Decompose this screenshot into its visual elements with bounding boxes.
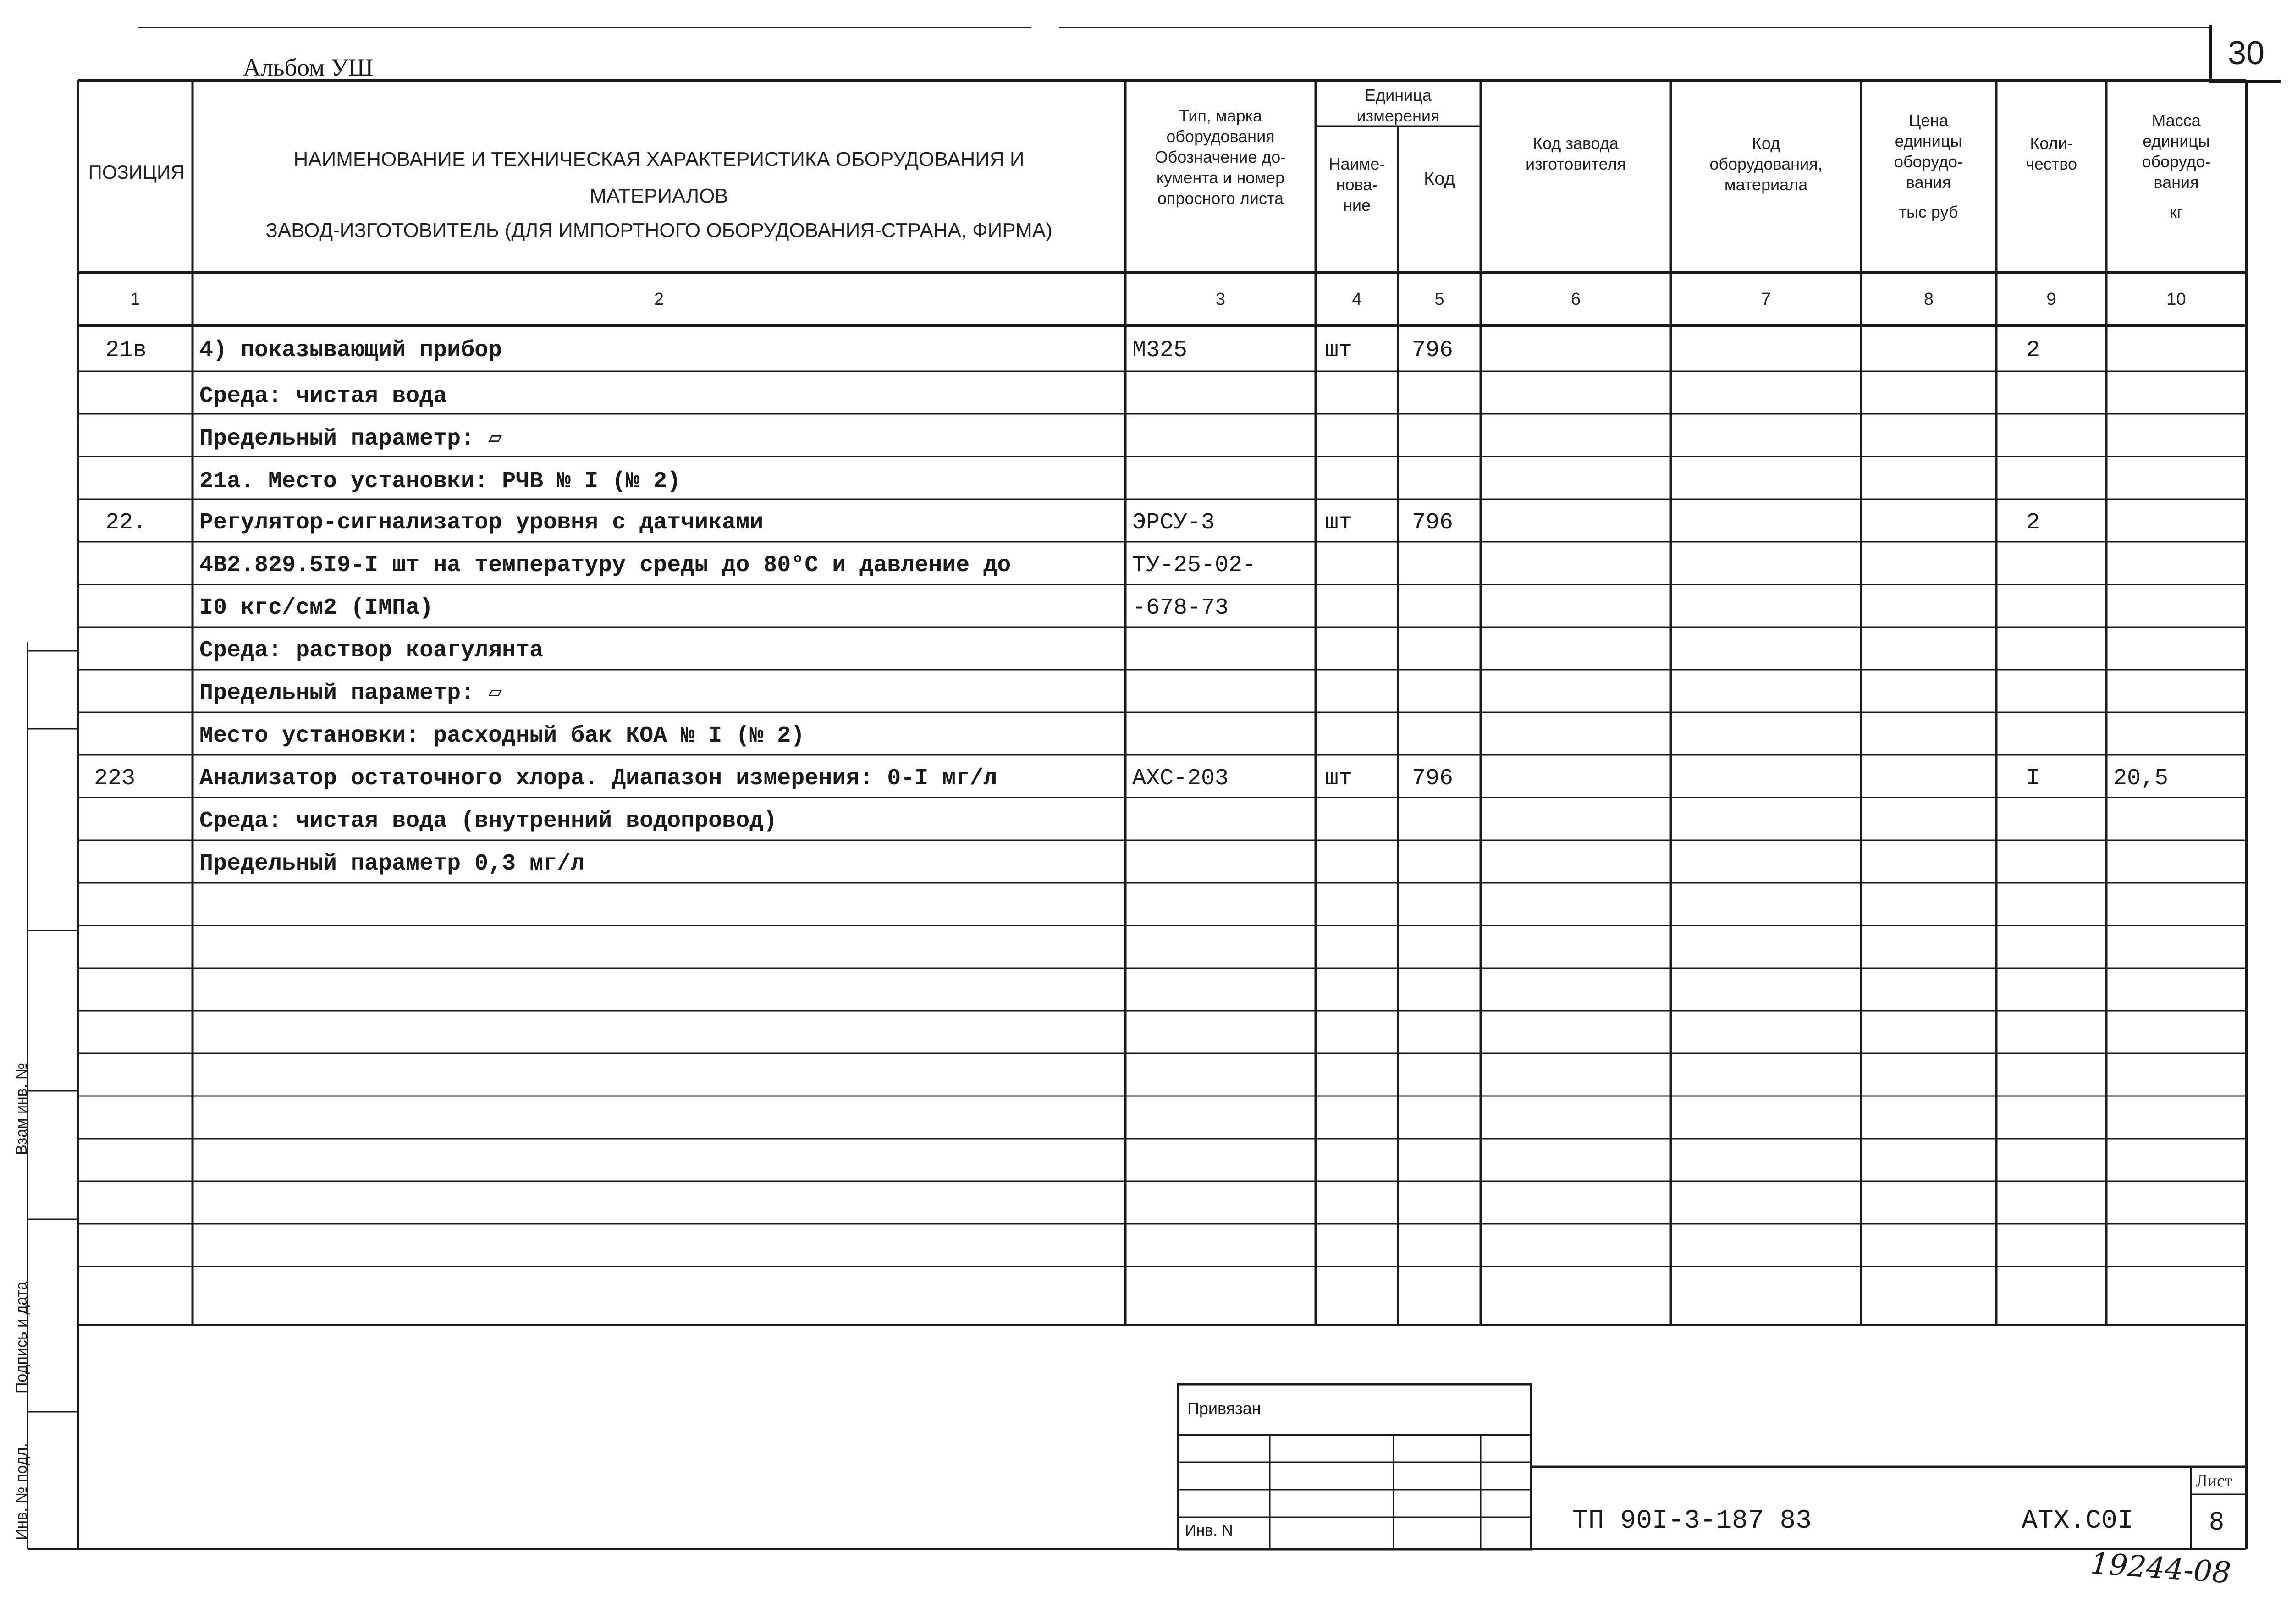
row-unit: шт [1325, 337, 1353, 363]
header-unit-name-line: Наиме- [1328, 154, 1385, 173]
col-number: 1 [130, 290, 140, 309]
header-equipment-code-line: Код [1752, 134, 1780, 153]
row-type: М325 [1132, 337, 1188, 363]
stamp-sheet-label: Лист [2196, 1471, 2232, 1491]
row-type: АХС-203 [1132, 765, 1229, 792]
header-mass-line: кг [2170, 203, 2183, 221]
row-name: Место установки: расходный бак КОА № I (№ 2) [199, 723, 805, 749]
header-price-line: единицы [1895, 132, 1962, 150]
header-unit-group [1318, 85, 1478, 126]
header-position: ПОЗИЦИЯ [88, 161, 185, 183]
row-name: 4) показывающий прибор [199, 337, 502, 363]
col-number: 6 [1570, 290, 1581, 309]
stamp-album-code: АТХ.С0I [2022, 1506, 2133, 1536]
header-mass-line: единицы [2143, 132, 2210, 150]
row-unit: шт [1325, 510, 1353, 536]
col-number: 3 [1215, 290, 1226, 309]
header-unit-name [1317, 154, 1397, 215]
row-name: I0 кгс/см2 (IМПа) [199, 595, 434, 621]
header-type-line: кумента и номер [1156, 168, 1285, 187]
row-name: Анализатор остаточного хлора. Диапазон измерения: 0-I мг/л [199, 765, 997, 792]
header-price-line: Цена [1908, 111, 1949, 130]
header-mass-line: Масса [2152, 111, 2201, 130]
row-code: 796 [1412, 765, 1454, 792]
header-name-line1: НАИМЕНОВАНИЕ И ТЕХНИЧЕСКАЯ ХАРАКТЕРИСТИКА ОБОРУДОВАНИЯ И [293, 148, 1025, 171]
row-mass: 20,5 [2113, 765, 2169, 792]
row-name: Регулятор-сигнализатор уровня с датчиками [199, 510, 764, 536]
header-mass-line: вания [2154, 173, 2199, 192]
row-quantity: 2 [2026, 337, 2040, 363]
stamp-sheet-number: 8 [2209, 1506, 2224, 1535]
header-mass [2109, 110, 2244, 222]
stamp-inv-label: Инв. N [1185, 1522, 1233, 1539]
col-number: 10 [2166, 290, 2186, 309]
header-price-line: тыс руб [1899, 203, 1958, 221]
row-name: Предельный параметр: ▱ [199, 680, 502, 706]
header-quantity-line: чество [2025, 154, 2077, 173]
header-equipment-code-line: материала [1724, 175, 1808, 194]
row-code: 796 [1412, 337, 1454, 363]
row-type: ЭРСУ-3 [1132, 510, 1215, 536]
col-number: 9 [2046, 290, 2056, 309]
header-price [1862, 110, 1995, 222]
header-price-line: вания [1906, 173, 1951, 192]
side-label-replace-inv: Взам инв. № [13, 1062, 30, 1155]
header-factory-code [1483, 133, 1669, 174]
header-unit-code: Код [1423, 169, 1455, 189]
header-type [1128, 105, 1313, 209]
row-unit: шт [1325, 765, 1353, 792]
row-position: 21в [105, 337, 147, 363]
header-unit-name-line: нова- [1336, 175, 1378, 194]
col-number: 2 [654, 290, 664, 309]
col-number: 7 [1761, 290, 1771, 309]
header-equipment-code [1673, 133, 1859, 195]
header-price-line: оборудо- [1894, 152, 1963, 171]
row-name: 4В2.829.5I9-I шт на температуру среды до 80°С и давление до [199, 552, 1011, 578]
side-label-signature-date: Подпись и дата [13, 1281, 30, 1393]
row-name: Среда: чистая вода (внутренний водопровод) [199, 808, 777, 834]
page-number: 30 [2228, 35, 2265, 72]
header-type-line: опросного листа [1157, 189, 1284, 208]
header-quantity [1997, 133, 2105, 174]
album-label: Альбом УШ [243, 54, 374, 81]
row-position: 22. [105, 510, 147, 536]
header-name-line2: МАТЕРИАЛОВ [590, 185, 728, 207]
row-name: 21а. Место установки: РЧВ № I (№ 2) [199, 468, 681, 495]
col-number: 4 [1352, 290, 1362, 309]
header-quantity-line: Коли- [2030, 134, 2073, 153]
col-number: 8 [1923, 290, 1934, 309]
row-position: 223 [94, 765, 136, 792]
row-name: Предельный параметр 0,3 мг/л [199, 851, 585, 877]
row-code: 796 [1412, 510, 1454, 536]
header-name-line3: ЗАВОД-ИЗГОТОВИТЕЛЬ (ДЛЯ ИМПОРТНОГО ОБОРУДОВАНИЯ-СТРАНА, ФИРМА) [265, 219, 1052, 242]
row-name: Предельный параметр: ▱ [199, 426, 502, 452]
header-equipment-code-line: оборудования, [1709, 154, 1823, 173]
side-label-inv-original: Инв. № подл. [13, 1443, 30, 1540]
header-type-line: оборудования [1166, 127, 1275, 146]
header-mass-line: оборудо- [2142, 152, 2211, 171]
header-unit-line: Единица [1365, 86, 1432, 105]
header-type-line: Обозначение до- [1155, 148, 1286, 166]
stamp-doc-code: ТП 90I-3-187 83 [1572, 1506, 1812, 1536]
row-quantity: 2 [2026, 510, 2040, 536]
header-factory-code-line: изготовителя [1526, 154, 1626, 173]
header-unit-line: измерения [1356, 106, 1440, 125]
stamp-bound-label: Привязан [1187, 1399, 1261, 1418]
col-number: 5 [1434, 290, 1444, 309]
row-quantity: I [2026, 765, 2040, 792]
header-factory-code-line: Код завода [1533, 134, 1619, 153]
row-name: Среда: чистая вода [199, 383, 447, 409]
header-type-line: Тип, марка [1179, 106, 1262, 125]
row-name: Среда: раствор коагулянта [199, 638, 544, 664]
header-unit-name-line: ние [1343, 196, 1371, 215]
row-type: -678-73 [1132, 595, 1229, 621]
row-type: ТУ-25-02- [1132, 552, 1256, 578]
handwritten-number: 19244-08 [2089, 1547, 2232, 1591]
